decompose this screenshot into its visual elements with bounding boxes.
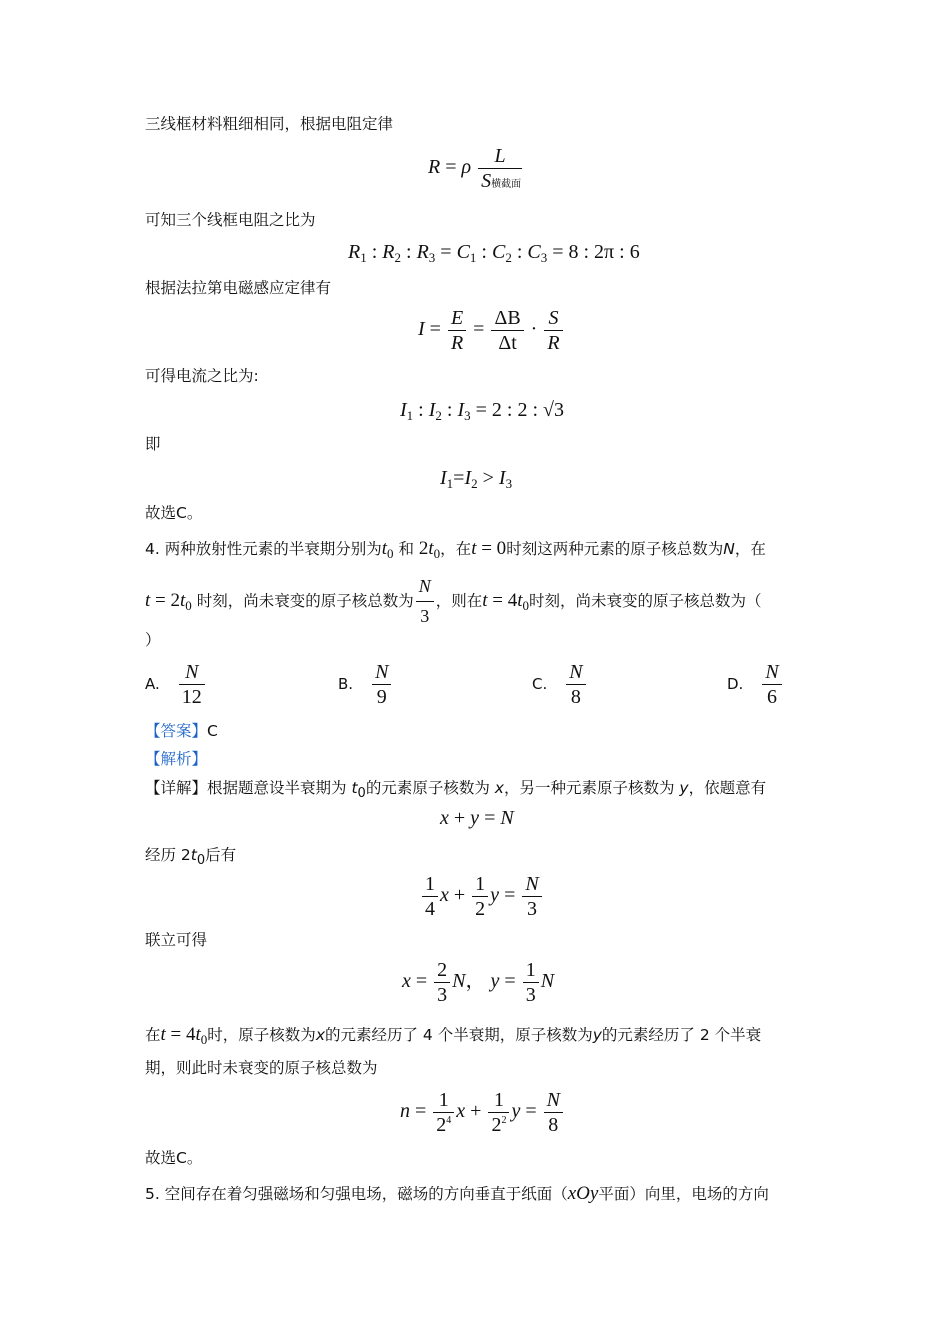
symbol-L: L xyxy=(494,145,506,167)
text-faraday-intro: 根据法拉第电磁感应定律有 xyxy=(145,279,332,297)
question-4-line-1: 4. 两种放射性元素的半衰期分别为$t_0$ 和 $2t_0$，在t = 0时刻这两种元素的原子核总数为N，在 xyxy=(145,538,766,561)
text-solve: 联立可得 xyxy=(145,931,208,949)
equation-x-plus-y: x + y = N xyxy=(440,807,514,829)
symbol-R: R xyxy=(428,156,441,179)
equation-current-compare: $I_1=I_2 > I_3$ xyxy=(440,467,513,491)
equation-remaining-nuclei: n = $\frac{1}{2^4}$ x + $\frac{1}{2^2}$ y = $\frac{N}{8}$ xyxy=(400,1090,565,1135)
option-a[interactable]: A. $\frac{N}{12}$ xyxy=(145,662,207,707)
symbol-S: S xyxy=(481,170,492,192)
question-4-line-2: $t = 2t_0$ 时刻，尚未衰变的原子核总数为 $\frac{N}{3}$ ，则在$t = 4t_0$时刻，尚未衰变的原子核总数为（ xyxy=(145,576,762,627)
option-b[interactable]: B. $\frac{N}{9}$ xyxy=(338,662,393,707)
text-choose-c-1: 故选C。 xyxy=(145,504,203,522)
text-resistance-law-intro: 三线框材料粗细相同，根据电阻定律 xyxy=(145,115,394,133)
text-namely: 即 xyxy=(145,435,161,453)
equation-current-ratio: $I_1$ : $I_2$ : $I_3 = 2$ : 2 : √3 xyxy=(400,399,565,423)
answer-line xyxy=(145,721,218,743)
text-at-4t0-line-2: 期，则此时未衰变的原子核总数为 xyxy=(145,1059,378,1077)
equation-resistance: R = ρ $\frac{L}{\text{S横截面}}$ xyxy=(428,146,526,191)
equation-after-decay: $\frac{1}{4}$ x + $\frac{1}{2}$ y = $\frac{N}{3}$ xyxy=(420,874,544,919)
equation-current: I = $\frac{E}{R}$ = $\frac{\Delta B}{\Delta t}$ · $\frac{S}{R}$ xyxy=(418,308,565,353)
text-choose-c-2: 故选C。 xyxy=(145,1149,203,1167)
answer-label: 【答案】 xyxy=(145,722,208,740)
text-at-4t0-line-1: 在$t = 4t_0$时，原子核数为x的元素经历了 4 个半衰期，原子核数为y的元素经历了 2 个半衰 xyxy=(145,1024,762,1047)
text-current-ratio-intro: 可得电流之比为: xyxy=(145,367,259,385)
text-resistance-ratio-intro: 可知三个线框电阻之比为 xyxy=(145,211,316,229)
answer-value: C xyxy=(207,722,218,740)
text-after-2t0: 经历 $2t_0$后有 xyxy=(145,846,237,868)
equation-resistance-ratio: $R_1$ : $R_2$ : $R_3 = C_1$ : $C_2$ : $C_3 = 8$ : 2π : 6 xyxy=(348,241,640,265)
subscript-cross-section: 横截面 xyxy=(491,179,522,190)
symbol-rho: ρ xyxy=(461,156,472,179)
detail-line: 【详解】根据题意设半衰期为 $t_0$的元素原子核数为 x，另一种元素原子核数为 y，依题意有 xyxy=(145,779,767,801)
question-5-line-1: 5. 空间存在着匀强磁场和匀强电场，磁场的方向垂直于纸面（xOy平面）向里，电场的方向 xyxy=(145,1183,769,1204)
question-4-line-3: ） xyxy=(145,631,161,649)
fraction-L-over-S xyxy=(478,146,524,191)
option-c[interactable]: C. $\frac{N}{8}$ xyxy=(532,662,588,707)
equation-solution: x = $\frac{2}{3}$ N， y = $\frac{1}{3}$ N xyxy=(402,959,555,1006)
ratio-values: 8 : 2π : 6 xyxy=(568,241,640,263)
analysis-label: 【解析】 xyxy=(145,750,208,768)
option-d[interactable]: D. $\frac{N}{6}$ xyxy=(727,662,784,707)
